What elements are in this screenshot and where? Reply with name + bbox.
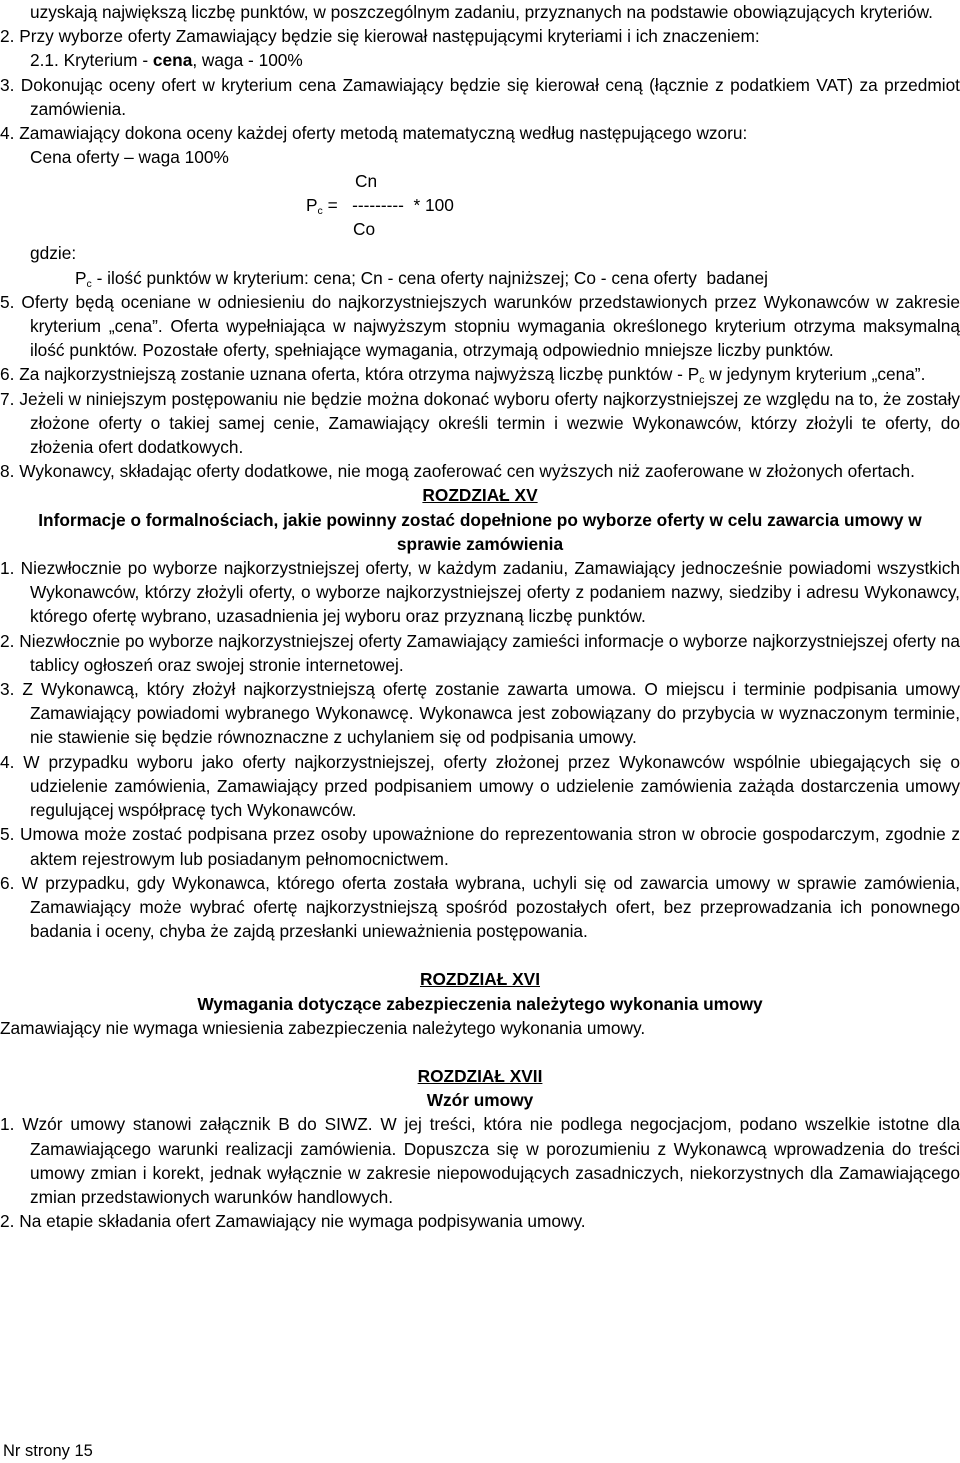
formula-numerator: Cn <box>355 171 378 192</box>
chapter-15-heading: ROZDZIAŁ XV <box>422 485 538 506</box>
chapter-15-title: Informacje o formalnościach, jakie powinny zostać dopełnione po wyborze oferty w celu zawarcia umowy w sprawie zamówienia <box>38 509 922 554</box>
formula-equals: = --------- * 100 <box>322 195 454 216</box>
paragraph-6 <box>0 362 960 386</box>
criterion-weight: , waga - 100% <box>192 50 303 71</box>
chapter-15-item: 3. Z Wykonawcą, który złożył najkorzystniejszą ofertę zostanie zawarta umowa. O miejscu i terminie podpisania umowy Zamawiający powiadomi wybranego Wykonawcę. Wykonawca jest zobowiązany do przybycia w wyznaczonym terminie, nie stawienie się będzie równoznaczne z uchylaniem się od podpisania umowy. <box>0 679 960 748</box>
chapter-16-heading: ROZDZIAŁ XVI <box>419 969 540 990</box>
chapter-17-item: 1. Wzór umowy stanowi załącznik B do SIWZ. W jej treści, która nie podlega negocjacjom, podano wszelkie istotne dla Zamawiającego warunki realizacji zamówienia. Dopuszcza się w porozumieniu z Wykonawcą wprowadzenia do treści umowy zmian i korekt, jednak wyłącznie w zakresie niepowodujących zasadniczych, niekorzystnych dla Zamawiającego zmian przedstawionych warunków handlowych. <box>0 1114 960 1207</box>
definition-text: - ilość punktów w kryterium: cena; Cn - cena oferty najniższej; Co - cena oferty badanej <box>91 267 768 288</box>
chapter-15-item: 5. Umowa może zostać podpisana przez osoby upoważnione do reprezentowania stron w obrocie gospodarczym, zgodnie z aktem rejestrowym lub posiadanym pełnomocnictwem. <box>0 824 960 869</box>
where-label: gdzie: <box>30 243 77 264</box>
chapter-15-item: 2. Niezwłocznie po wyborze najkorzystniejszej oferty Zamawiający zamieści informacje o wyborze najkorzystniejszej oferty na tablicy ogłoszeń oraz swojej stronie internetowej. <box>0 630 960 675</box>
formula-expression <box>306 193 454 217</box>
chapter-15-item: 6. W przypadku, gdy Wykonawca, którego oferta została wybrana, uchyli się od zawarcia umowy w sprawie zamówienia, Zamawiający może wybrać ofertę najkorzystniejszą spośród pozostałych ofert, bez przeprowadzania ich ponownego badania i oceny, chyba że zajdą przesłanki unieważnienia postępowania. <box>0 872 960 942</box>
paragraph-5: 5. Oferty będą oceniane w odniesieniu do najkorzystniejszych warunków przedstawionych przez Wykonawców w zakresie kryterium „cena”. Oferta wypełniająca w najwyższym stopniu wymagania określonego kryterium otrzyma maksymalną ilość punktów. Pozostałe oferty, spełniające wymagania, otrzymają odpowiednio mniejsze liczby punktów. <box>0 291 960 361</box>
paragraph-4: 4. Zamawiający dokona oceny każdej oferty metodą matematyczną według następującego wzoru: <box>0 123 748 144</box>
paragraph-8: 8. Wykonawcy, składając oferty dodatkowe, nie mogą zaoferować cen wyższych niż zaoferowane w złożonych ofertach. <box>0 461 915 482</box>
chapter-15-item: 4. W przypadku wyboru jako oferty najkorzystniejszej, oferty złożonej przez Wykonawców wspólnie ubiegających się o udzielenie zamówienia, Zamawiający przed podpisaniem umowy o udzielenie zamówienia zażąda dostarczenia umowy regulującej współpracę tych Wykonawców. <box>0 751 960 821</box>
definition-symbol: P <box>75 267 87 288</box>
criterion-line <box>0 48 960 72</box>
spacer <box>0 943 960 967</box>
chapter-15-item: 1. Niezwłocznie po wyborze najkorzystniejszej oferty, w każdym zadaniu, Zamawiający jednocześnie powiadomi wszystkich Wykonawców, którzy złożyli oferty, o wyborze najkorzystniejszej oferty z podaniem nazwy, siedziby i adresu Wykonawcy, którego ofertę wybrano, uzasadnienia jej wyboru oraz przyznaną liczbę punktów. <box>0 558 960 627</box>
formula-denominator: Co <box>353 219 376 240</box>
chapter-17-title: Wzór umowy <box>426 1090 534 1111</box>
chapter-17-heading: ROZDZIAŁ XVII <box>417 1065 543 1086</box>
formula <box>0 169 960 241</box>
spacer <box>0 1040 960 1064</box>
paragraph-3: 3. Dokonując oceny ofert w kryterium cena Zamawiający będzie się kierował ceną (łącznie z podatkiem VAT) za przedmiot zamówienia. <box>0 74 960 119</box>
chapter-17-item: 2. Na etapie składania ofert Zamawiający nie wymaga podpisywania umowy. <box>0 1211 586 1232</box>
paragraph-7: 7. Jeżeli w niniejszym postępowaniu nie będzie można dokonać wyboru oferty najkorzystniejszej ze względu na to, że zostały złożone oferty o takiej samej cenie, Zamawiający określi termin i wezwie Wykonawców, którzy złożyli te oferty, do złożenia ofert dodatkowych. <box>0 388 960 458</box>
chapter-16-text: Zamawiający nie wymaga wniesienia zabezpieczenia należytego wykonania umowy. <box>0 1017 646 1038</box>
paragraph-6-end: w jedynym kryterium „cena”. <box>704 364 926 385</box>
price-weight-line: Cena oferty – waga 100% <box>30 147 229 168</box>
chapter-16-title: Wymagania dotyczące zabezpieczenia należytego wykonania umowy <box>197 993 763 1014</box>
page-number: Nr strony 15 <box>3 1442 93 1460</box>
formula-lhs: P <box>306 195 318 216</box>
criterion-name: cena <box>152 50 193 71</box>
formula-lhs-sub: c <box>317 205 323 218</box>
formula-definitions <box>0 266 960 290</box>
paragraph-6-sub: c <box>699 374 705 387</box>
criterion-prefix: 2.1. Kryterium - <box>30 50 153 71</box>
continued-paragraph: uzyskają największą liczbę punktów, w poszczególnym zadaniu, przyznanych na podstawie obowiązujących kryteriów. <box>30 2 933 22</box>
definition-symbol-sub: c <box>86 277 92 290</box>
criteria-paragraph: 2. Przy wyborze oferty Zamawiający będzie się kierował następującymi kryteriami i ich znaczeniem: <box>0 26 760 47</box>
paragraph-6-text: 6. Za najkorzystniejszą zostanie uznana oferta, która otrzyma najwyższą liczbę punktów - P <box>0 364 700 385</box>
